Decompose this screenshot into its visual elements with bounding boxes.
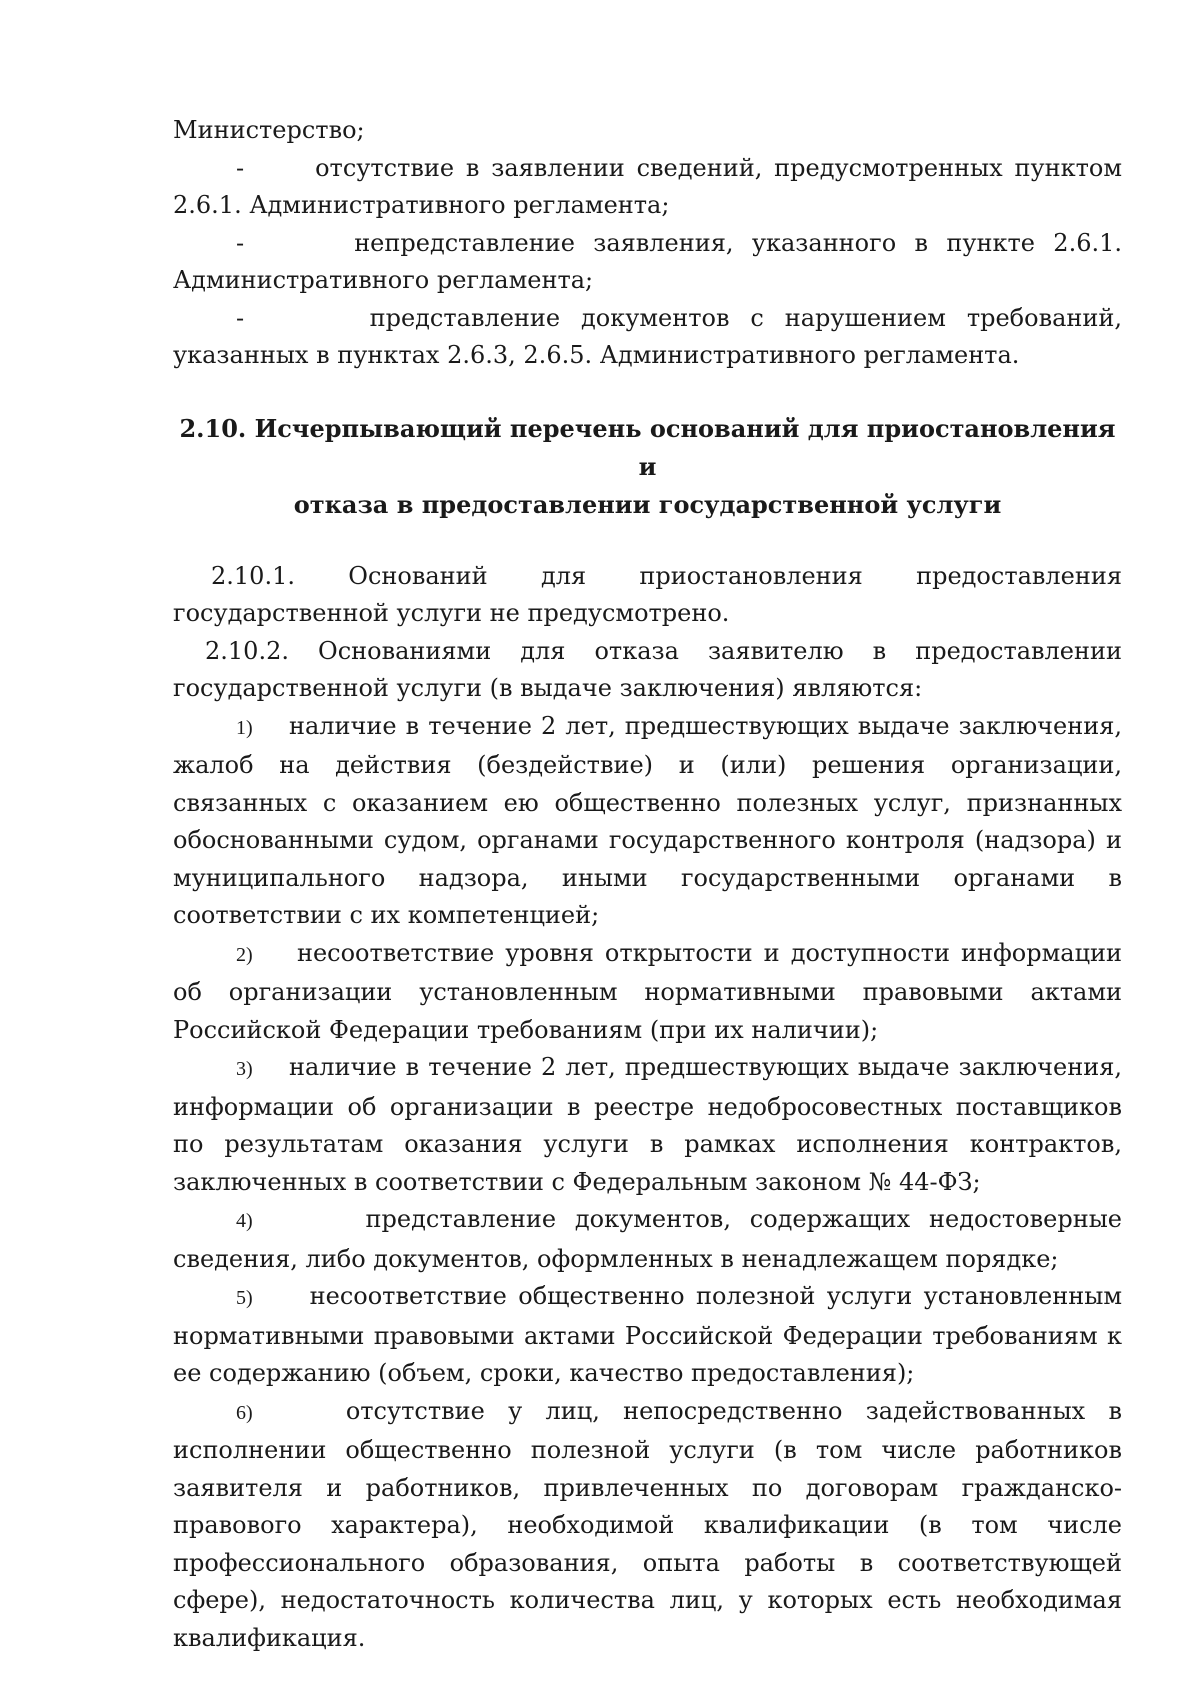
bullet-text: отсутствие в заявлении сведений, предусмотренных пунктом 2.6.1. Административного регламента; (173, 153, 1122, 219)
bullet-marker: - (236, 228, 245, 257)
section-heading-line: 2.10. Исчерпывающий перечень оснований для приостановления и (179, 413, 1116, 481)
item-number: 3) (236, 1058, 253, 1080)
section-heading-line: отказа в предоставлении государственной услуги (293, 489, 1002, 519)
list-item (173, 1278, 1122, 1393)
list-item (173, 1393, 1122, 1658)
item-number: 4) (236, 1210, 253, 1232)
bullet-text: представление документов с нарушением требований, указанных в пунктах 2.6.3, 2.6.5. Административного регламента. (173, 303, 1123, 369)
item-number: 6) (236, 1401, 253, 1424)
section-heading (173, 410, 1122, 524)
list-item (173, 1201, 1122, 1278)
carry-over-line: Министерство; (173, 116, 365, 144)
item-text: несоответствие общественно полезной услуги установленным нормативными правовыми актами Российской Федерации требованиям к ее содержанию (объем, сроки, качество предоставления); (173, 1282, 1122, 1387)
paragraph-2-10-1: 2.10.1. Оснований для приостановления предоставления государственной услуги не предусмотрено. (173, 561, 1122, 627)
item-text: представление документов, содержащих недостоверные сведения, либо документов, оформленных в ненадлежащем порядке; (173, 1205, 1122, 1273)
document-page (173, 112, 1122, 1657)
item-text: наличие в течение 2 лет, предшествующих выдаче заключения, информации об организации в реестре недобросовестных поставщиков по результатам оказания услуги в рамках исполнения контрактов, заключенных в соответствии с Федеральным законом № 44-ФЗ; (173, 1053, 1123, 1196)
item-text: несоответствие уровня открытости и доступности информации об организации установленным нормативными правовыми актами Российской Федерации требованиям (при их наличии); (173, 938, 1122, 1044)
bullet-marker: - (236, 303, 245, 332)
item-number: 5) (236, 1287, 253, 1309)
list-item (173, 1049, 1122, 1201)
bullet-marker: - (236, 153, 245, 182)
bullet-item (173, 300, 1122, 375)
bullet-item (173, 150, 1122, 225)
paragraph-2-10-2: 2.10.2. Основаниями для отказа заявителю в предоставлении государственной услуги (в выдаче заключения) являются: (173, 636, 1122, 702)
bullet-text: непредставление заявления, указанного в пункте 2.6.1. Административного регламента; (173, 228, 1122, 294)
list-item (173, 935, 1122, 1050)
item-number: 1) (236, 716, 253, 739)
item-text: отсутствие у лиц, непосредственно задействованных в исполнении общественно полезной услуги (в том числе работников заявителя и работников, привлеченных по договорам гражданско-правового характера), необходимой квалификации (в том числе профессионального образования, опыта работы в соответствующей сфере), недостаточность количества лиц, у которых есть необходимая квалификация. (173, 1396, 1123, 1652)
bullet-item (173, 225, 1122, 300)
list-item (173, 708, 1122, 935)
item-number: 2) (236, 943, 253, 966)
item-text: наличие в течение 2 лет, предшествующих выдаче заключения, жалоб на действия (бездействие) и (или) решения организации, связанных с оказанием ею общественно полезных услуг, признанных обоснованными судом, органами государственного контроля (надзора) и муниципального надзора, иными государственными органами в соответствии с их компетенцией; (173, 711, 1123, 929)
